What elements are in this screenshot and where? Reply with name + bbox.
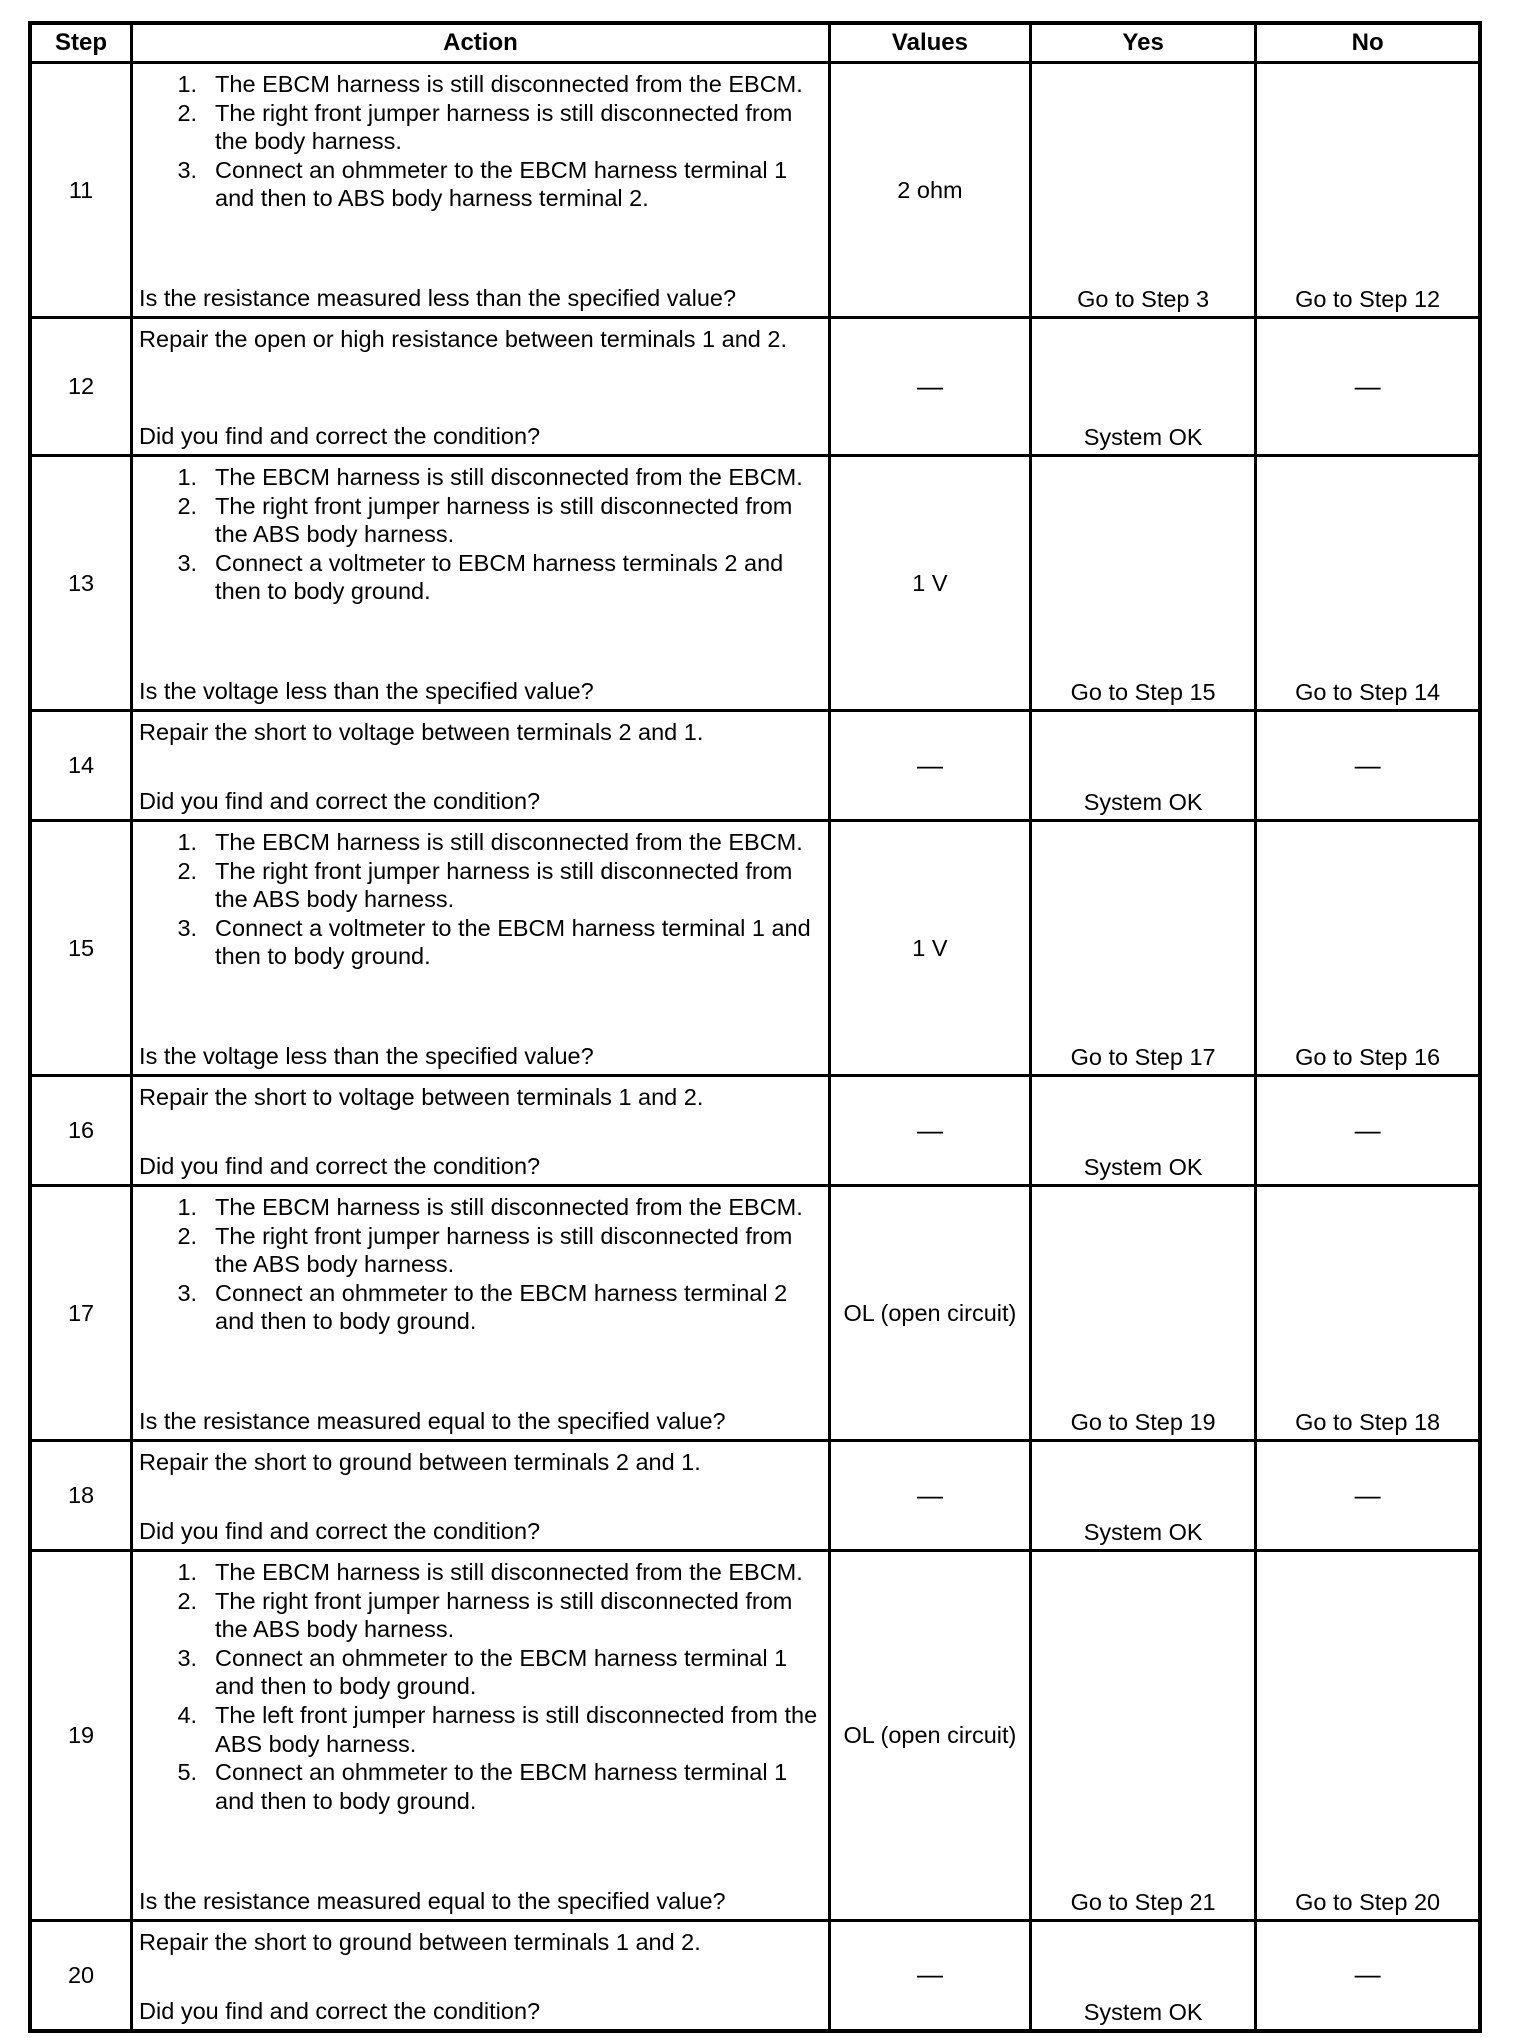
spec-value: 1 V (912, 569, 948, 596)
action-step-text: Connect an ohmmeter to the EBCM harness terminal 2 and then to body ground. (215, 1279, 788, 1335)
action-question: Is the voltage less than the specified value? (139, 1043, 594, 1070)
col-header-step: Step (30, 23, 132, 63)
spec-value: — (916, 1959, 943, 1990)
table-row (30, 318, 1480, 456)
step-number: 20 (30, 1921, 132, 2031)
step-number: 18 (30, 1441, 132, 1551)
action-step-number: 2. (177, 1222, 198, 1249)
repair-instruction: Repair the short to ground between terminals 2 and 1. (139, 1449, 701, 1475)
yes-result: Go to Step 3 (1031, 63, 1256, 318)
action-step-text: The EBCM harness is still disconnected from the EBCM. (215, 71, 803, 97)
value-cell (829, 1076, 1030, 1186)
action-step-number: 1. (177, 1194, 198, 1220)
action-instructions (139, 70, 824, 213)
table-row (30, 1441, 1480, 1551)
action-content (139, 1558, 824, 1916)
action-step-item (139, 857, 824, 914)
value-cell (829, 1551, 1030, 1921)
action-step-number: 2. (177, 492, 198, 519)
action-instructions (139, 463, 824, 606)
action-step-text: The right front jumper harness is still disconnected from the ABS body harness. (215, 1222, 793, 1278)
step-number: 11 (30, 63, 132, 318)
action-steps-list (139, 1193, 824, 1336)
table-row (30, 1921, 1480, 2031)
action-step-text: Connect an ohmmeter to the EBCM harness terminal 1 and then to ABS body harness terminal 2. (215, 156, 788, 212)
action-step-number: 4. (177, 1701, 198, 1728)
table-row (30, 821, 1480, 1076)
action-step-item (139, 1279, 824, 1336)
step-number: 19 (30, 1551, 132, 1921)
spec-value: — (916, 370, 943, 401)
col-header-yes: Yes (1031, 23, 1256, 63)
step-number: 12 (30, 318, 132, 456)
col-header-values: Values (829, 23, 1030, 63)
action-step-item (139, 1644, 824, 1701)
action-content (139, 1448, 824, 1546)
value-cell (829, 821, 1030, 1076)
value-cell (829, 63, 1030, 318)
table-row (30, 1186, 1480, 1441)
action-step-number: 3. (177, 549, 198, 576)
action-cell (132, 456, 830, 711)
action-cell (132, 821, 830, 1076)
action-step-item (139, 1701, 824, 1758)
action-step-text: The EBCM harness is still disconnected from the EBCM. (215, 464, 803, 490)
action-instructions (139, 1083, 824, 1112)
action-content (139, 70, 824, 313)
action-step-number: 2. (177, 99, 198, 126)
yes-result: Go to Step 15 (1031, 456, 1256, 711)
no-result (1256, 318, 1480, 456)
action-question: Is the resistance measured less than the specified value? (139, 285, 737, 312)
action-step-item (139, 156, 824, 213)
action-step-number: 2. (177, 1587, 198, 1614)
spec-value: 2 ohm (897, 176, 963, 203)
action-question: Did you find and correct the condition? (139, 1518, 541, 1545)
action-instructions (139, 1928, 824, 1957)
spec-value: — (916, 749, 943, 780)
action-step-number: 2. (177, 857, 198, 884)
no-result (1256, 711, 1480, 821)
action-content (139, 1083, 824, 1181)
action-step-item (139, 549, 824, 606)
no-result-dash: — (1354, 749, 1381, 780)
yes-result: Go to Step 17 (1031, 821, 1256, 1076)
no-result: Go to Step 14 (1256, 456, 1480, 711)
action-step-number: 1. (177, 71, 198, 97)
step-number: 16 (30, 1076, 132, 1186)
yes-result: System OK (1031, 1921, 1256, 2031)
action-content (139, 718, 824, 816)
action-step-number: 3. (177, 914, 198, 941)
action-content (139, 1928, 824, 2026)
table-row (30, 456, 1480, 711)
yes-result: System OK (1031, 1441, 1256, 1551)
action-content (139, 325, 824, 451)
action-step-text: The EBCM harness is still disconnected from the EBCM. (215, 829, 803, 855)
action-step-text: The right front jumper harness is still disconnected from the ABS body harness. (215, 1587, 793, 1643)
action-step-item (139, 1758, 824, 1815)
action-step-item (139, 1587, 824, 1644)
no-result: Go to Step 18 (1256, 1186, 1480, 1441)
action-question: Did you find and correct the condition? (139, 423, 541, 450)
header-row (30, 23, 1480, 63)
action-content (139, 1193, 824, 1436)
action-step-text: The right front jumper harness is still disconnected from the ABS body harness. (215, 492, 793, 548)
action-instructions (139, 1558, 824, 1815)
repair-instruction: Repair the short to ground between terminals 1 and 2. (139, 1929, 701, 1955)
action-step-text: The right front jumper harness is still disconnected from the body harness. (215, 99, 793, 155)
action-step-text: Connect an ohmmeter to the EBCM harness terminal 1 and then to body ground. (215, 1644, 788, 1700)
action-step-number: 3. (177, 156, 198, 183)
action-content (139, 463, 824, 706)
action-step-item (139, 492, 824, 549)
repair-instruction: Repair the short to voltage between terminals 2 and 1. (139, 719, 704, 745)
action-step-item (139, 463, 824, 492)
action-instructions (139, 718, 824, 747)
action-step-number: 1. (177, 464, 198, 490)
action-steps-list (139, 70, 824, 213)
no-result: Go to Step 16 (1256, 821, 1480, 1076)
action-step-number: 1. (177, 1559, 198, 1585)
action-cell (132, 1551, 830, 1921)
no-result: Go to Step 12 (1256, 63, 1480, 318)
no-result-dash: — (1354, 1959, 1381, 1990)
action-question: Is the voltage less than the specified value? (139, 678, 594, 705)
value-cell (829, 318, 1030, 456)
action-step-text: The right front jumper harness is still disconnected from the ABS body harness. (215, 857, 793, 913)
value-cell (829, 711, 1030, 821)
yes-result: System OK (1031, 318, 1256, 456)
yes-result: System OK (1031, 1076, 1256, 1186)
action-question: Is the resistance measured equal to the specified value? (139, 1888, 726, 1915)
spec-value: OL (open circuit) (843, 1299, 1017, 1326)
action-steps-list (139, 828, 824, 971)
no-result-dash: — (1354, 370, 1381, 401)
action-step-item (139, 1193, 824, 1222)
yes-result: Go to Step 21 (1031, 1551, 1256, 1921)
action-step-item (139, 1222, 824, 1279)
action-instructions (139, 828, 824, 971)
action-step-number: 3. (177, 1644, 198, 1671)
table-body (30, 63, 1480, 2031)
value-cell (829, 1921, 1030, 2031)
action-step-number: 1. (177, 829, 198, 855)
table-row (30, 711, 1480, 821)
action-steps-list (139, 463, 824, 606)
action-step-text: Connect a voltmeter to EBCM harness terminals 2 and then to body ground. (215, 549, 784, 605)
action-question: Did you find and correct the condition? (139, 1153, 541, 1180)
action-cell (132, 1186, 830, 1441)
table-row (30, 1551, 1480, 1921)
action-cell (132, 63, 830, 318)
spec-value: — (916, 1479, 943, 1510)
value-cell (829, 456, 1030, 711)
action-cell (132, 711, 830, 821)
action-cell (132, 1076, 830, 1186)
action-question: Did you find and correct the condition? (139, 788, 541, 815)
action-step-item (139, 99, 824, 156)
action-cell (132, 1441, 830, 1551)
action-content (139, 828, 824, 1071)
action-instructions (139, 325, 824, 354)
action-step-text: The left front jumper harness is still disconnected from the ABS body harness. (215, 1701, 818, 1757)
diagnostic-table (28, 21, 1482, 2033)
repair-instruction: Repair the short to voltage between terminals 1 and 2. (139, 1084, 704, 1110)
col-header-action: Action (132, 23, 830, 63)
value-cell (829, 1441, 1030, 1551)
repair-instruction: Repair the open or high resistance between terminals 1 and 2. (139, 326, 787, 352)
no-result (1256, 1076, 1480, 1186)
yes-result: System OK (1031, 711, 1256, 821)
action-step-item (139, 70, 824, 99)
step-number: 15 (30, 821, 132, 1076)
step-number: 17 (30, 1186, 132, 1441)
action-step-number: 5. (177, 1759, 198, 1786)
no-result-dash: — (1354, 1479, 1381, 1510)
step-number: 14 (30, 711, 132, 821)
spec-value: — (916, 1114, 943, 1145)
action-question: Did you find and correct the condition? (139, 1998, 541, 2025)
action-step-text: Connect an ohmmeter to the EBCM harness terminal 1 and then to body ground. (215, 1759, 788, 1814)
no-result: Go to Step 20 (1256, 1551, 1480, 1921)
action-cell (132, 318, 830, 456)
col-header-no: No (1256, 23, 1480, 63)
action-step-text: The EBCM harness is still disconnected from the EBCM. (215, 1194, 803, 1220)
yes-result: Go to Step 19 (1031, 1186, 1256, 1441)
table-row (30, 1076, 1480, 1186)
action-step-item (139, 828, 824, 857)
no-result (1256, 1441, 1480, 1551)
action-step-text: The EBCM harness is still disconnected from the EBCM. (215, 1559, 803, 1585)
action-cell (132, 1921, 830, 2031)
action-step-item (139, 1558, 824, 1587)
step-number: 13 (30, 456, 132, 711)
action-step-item (139, 914, 824, 971)
no-result-dash: — (1354, 1114, 1381, 1145)
value-cell (829, 1186, 1030, 1441)
action-step-number: 3. (177, 1279, 198, 1306)
action-instructions (139, 1448, 824, 1477)
spec-value: 1 V (912, 934, 948, 961)
action-steps-list (139, 1558, 824, 1815)
no-result (1256, 1921, 1480, 2031)
action-instructions (139, 1193, 824, 1336)
action-step-text: Connect a voltmeter to the EBCM harness terminal 1 and then to body ground. (215, 914, 811, 970)
table-row (30, 63, 1480, 318)
spec-value: OL (open circuit) (843, 1722, 1017, 1749)
action-question: Is the resistance measured equal to the specified value? (139, 1408, 726, 1435)
